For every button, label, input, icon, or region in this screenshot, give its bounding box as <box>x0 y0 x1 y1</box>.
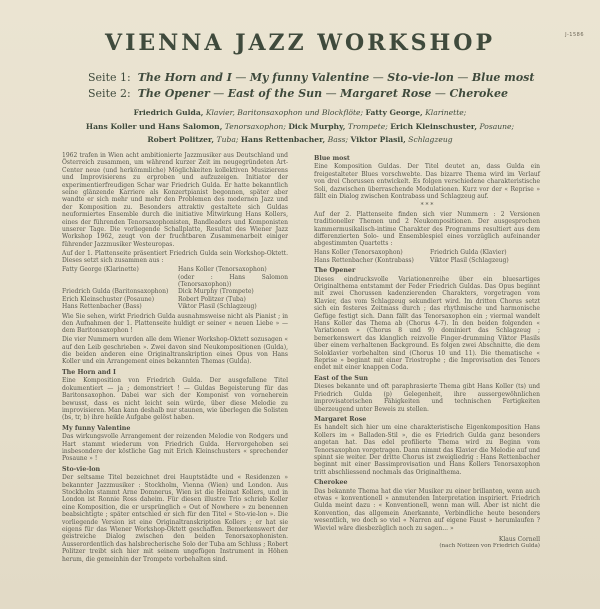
lineup-entry: Fatty George (Klarinette) <box>62 266 139 274</box>
track: The Opener <box>137 87 210 100</box>
liner-notes-right-column <box>314 152 540 551</box>
catalog-number: J-1586 <box>565 32 584 38</box>
author-signature: Klaus Cornell <box>498 536 540 543</box>
musician-role: Bass; <box>327 135 349 144</box>
lineup-side-2 <box>314 249 540 264</box>
lineup-entry: Hans Rettenbacher (Bass) <box>62 303 142 311</box>
section-heading: The Horn and I <box>62 368 116 376</box>
musician-role: Klavier, Baritonsaxophon und Blockflöte; <box>205 108 364 117</box>
paragraph: Dieses bekannte und oft paraphrasierte Thema gibt Hans Koller (ts) und Friedrich Gulda (p) Gelegenheit, ihre aussergewöhnlichen improvisatorischen Fähigkeiten und technischen Fertigkeiten überzeugend unter Beweis zu stellen. <box>314 383 540 413</box>
musician-name: Friedrich Gulda, <box>133 108 204 117</box>
paragraph: Das wirkungsvolle Arrangement der reizenden Melodie von Rodgers und Hart stammt wiederum von Friedrich Gulda. Hervorgehoben sei insbesondere der köstliche Gag mit Erich Kleinschusters « sprechender Posaune » ! <box>62 433 288 463</box>
musician-name: Fatty George, <box>365 108 423 117</box>
track: Cherokee <box>449 87 508 100</box>
section-divider: * * * <box>420 201 434 209</box>
lineup-entry: Hans Koller (Tenorsaxophon) <box>314 249 403 257</box>
lineup-entry: Viktor Plasil (Schlagzeug) <box>430 256 509 264</box>
track: My funny Valentine <box>249 71 370 84</box>
personnel-credits <box>40 106 560 147</box>
musician-name: Robert Politzer, <box>147 135 215 144</box>
musician-role: Tenorsaxophon; <box>224 121 286 131</box>
track: The Horn and I <box>137 71 232 84</box>
paragraph: 1962 trafen in Wien acht ambitionierte Jazzmusiker aus Deutschland und Österreich zusammen, um während kurzer Zeit im neugegründeten Art-Center neue (und herkömmliche) Möglichkeiten kollektiven Musizierens und Improvisierens zu erproben und aufzuzeigen. Initiator der experimentierfreudigen Schar war Friedrich Gulda. Er hatte bekanntlich seine glänzende Karriere als Konzertpianist begonnen, später aber wandte er sich mehr und mehr den Problemen des modernen Jazz und der Komposition zu. Besonders attraktiv gestaltete sich Guldas neuformiertes Ensemble durch die initiative Mitwirkung Hans Kollers, eines der führenden Tenorsaxophonisten, Bandleaders und Komponisten unserer Tage. Die vorliegende Schallplatte, Resultat des Wiener Jazz Workshop 1962, zeugt von der fruchtbaren Zusammenarbeit einiger führender Jazzmusiker Westeuropas. <box>62 152 288 248</box>
side-1-row: Seite 1: The Horn and I — My funny Valentine — Sto-vie-lon — Blue most <box>88 71 535 84</box>
album-title: VIENNA JAZZ WORKSHOP <box>105 30 495 56</box>
paragraph: Der seltsame Titel bezeichnet drei Hauptstädte und « Residenzen » bekannter Jazzmusiker : Stockholm, Vienna (Wien) und London. Aus Stockholm stammt Arne Domnerus, Wien ist die Heimat Kollers, und in London ist Ronnie Ross daheim. Für diesen illustre Trio schrieb Koller eine Komposition, die er ursprünglich « Out of Nowhere » zu benennen beabsichtigte ; später entschied er sich für den Titel « Sto-vie-lon ». Die vorliegende Version ist eine Originaltranskription Kollers ; er hat sie eigens für das Wiener Workshop-Oktett geschaffen. Bemerkenswert der geistreiche Dialog zwischen den beiden Tenorsaxophonisten. Ausserordentlich das halsbrecherische Solo der Tuba am Schluss ; Robert Politzer treibt sich hier mit seinem ungefügen Instrument in Höhen herum, die gemeinhin der Trompete vorbehalten sind. <box>62 474 288 563</box>
musician-role: Posaune; <box>479 121 515 131</box>
section-heading: My funny Valentine <box>62 424 131 432</box>
paragraph: Auf der 1. Plattenseite präsentiert Friedrich Gulda sein Workshop-Oktett. Dieses setzt sich zusammen aus : <box>62 249 288 265</box>
lineup-entry: Dick Murphy (Trompete) <box>178 288 254 296</box>
track: Blue most <box>471 71 535 84</box>
section-heading: East of the Sun <box>314 374 369 382</box>
lineup-entry: (oder : Hans Salomon (Tenorsaxophon)) <box>178 273 288 288</box>
lineup-entry: Hans Rettenbacher (Kontrabass) <box>314 256 414 264</box>
side-2-row: Seite 2: The Opener — East of the Sun — Margaret Rose — Cherokee <box>88 87 508 100</box>
side-2-label: Seite 2: <box>88 87 131 100</box>
section-heading: Sto-vie-lon <box>62 465 101 473</box>
musician-name: Hans Koller und Hans Salomon, <box>85 121 223 131</box>
lineup-entry <box>62 274 172 289</box>
musician-role: Klarinette; <box>425 108 467 117</box>
paragraph: Das bekannte Thema hat die vier Musiker zu einer brillanten, wenn auch etwas « konventionell » anmutenden Interpretation inspiriert. Friedrich Gulda meint dazu : « Konventionell, wenn man will. Aber ist nicht die Konvention, das allgemein Anerkannte, Verbindliche heute besonders wesentlich, wo doch so viel « Narren auf eigene Faust » herumlaufen ? Wieviel wäre diesbezüglich noch zu sagen... » <box>314 487 540 532</box>
musician-name: Erich Kleinschuster, <box>390 121 478 131</box>
paragraph: Auf der 2. Plattenseite finden sich vier Nummern : 2 Versionen traditioneller Themen und 2 Neukompositionen. Der ausgesprochen kammermusikalisch-intime Charakter des Programms resultiert aus dem differenzierten Solo- und Ensemblespiel eines vorzüglich aufeinander abgestimmten Quartetts : <box>314 210 540 248</box>
paragraph: Die vier Nummern wurden alle dem Wiener Workshop-Oktett sozusagen « auf den Leib geschrieben ». Zwei davon sind Neukompositionen (Gulda), die beiden anderen eine Originaltranskription eines Opus von Hans Koller und ein Arrangement eines bekannten Themas (Gulda). <box>62 336 288 366</box>
musician-name: Dick Murphy, <box>288 121 346 131</box>
musician-role: Schlagzeug <box>408 135 453 144</box>
musician-name: Viktor Plasil, <box>350 135 406 144</box>
liner-notes-left-column <box>62 152 288 565</box>
lineup-entry: Friedrich Gulda (Baritonsaxophon) <box>62 288 169 296</box>
side-1-label: Seite 1: <box>88 71 131 84</box>
track: East of the Sun <box>227 87 323 100</box>
paragraph: Dieses eindrucksvolle Variationenreihe über ein bluesartiges Originalthema entstammt der Feder Friedrich Guldas. Das Opus beginnt mit zwei Chorussen kadenzierenden Charakters, vorgetragen vom Klavier, das vom Schlagzeug sekundiert wird. Im dritten Chorus setzt sich ein festeres Zeitmass durch ; das rhythmische und harmonische Gefüge festigt sich. Dann fällt das Tenorsaxophon ein ; viermal wandelt Hans Koller das Thema ab (Chorus 4-7). In den beiden folgenden « Variationen » (Chorus 8 und 9) dominiert das Schlagzeug ; bemerkenswert das klanglich reizvolle Finger-drumming Viktor Plasils über einem verhaltenen Background. Es folgen zwei Abschnitte, die dem Soloklavier vorbehalten sind (Chorus 10 und 11). Die thematische « Reprise » beginnt mit einer Triostrophe ; die Improvisation des Tenors endet mit einer knappen Coda. <box>314 275 540 372</box>
lineup-entry: Erich Kleinschuster (Posaune) <box>62 295 155 303</box>
musician-role: Trompete; <box>347 121 388 131</box>
tracklist <box>88 70 558 102</box>
section-heading: Blue most <box>314 155 350 162</box>
lineup-entry: Viktor Plasil (Schlagzeug) <box>178 303 257 311</box>
lineup-entry: Friedrich Gulda (Klavier) <box>430 249 507 257</box>
musician-role: Tuba; <box>216 135 239 144</box>
paragraph: Eine Komposition von Friedrich Gulda. Der ausgefallene Titel dokumentiert — ja ; demonstriert ! — Guldas Begeisterung für das Baritonsaxophon. Dabei war sich der Komponist von vorneherein bewusst, dass es nicht leicht sein würde, über diese Melodie zu improvisieren. Man kann deshalb nur staunen, wie überlegen die Solisten (bs, tr, b) ihre heikle Aufgabe gelöst haben. <box>62 377 288 422</box>
lineup-side-1 <box>62 266 288 310</box>
author-note: (nach Notizen von Friedrich Gulda) <box>439 543 540 550</box>
musician-name: Hans Rettenbacher, <box>240 135 326 144</box>
credits-line <box>40 133 560 147</box>
lineup-entry: Hans Koller (Tenorsaxophon) <box>178 266 267 274</box>
section-heading: Cherokee <box>314 479 348 487</box>
section-heading: The Opener <box>314 267 356 275</box>
track: Sto-vie-lon <box>387 71 454 84</box>
lineup-entry: Robert Politzer (Tuba) <box>178 295 246 303</box>
paragraph: Eine Komposition Guldas. Der Titel deutet an, dass Gulda ein freigestalteter Blues vorschwebte. Das bizarre Thema wird im Verlauf von drei Chorussen entwickelt. Es folgen verschiedene charakteristische Soli, dazwischen überraschende Modulationen. Kurz vor der « Reprise » fällt ein Dialog zwischen Kontrabass und Schlagzeug auf. <box>314 163 540 201</box>
paragraph: Es handelt sich hier um eine charakteristische Eigenkomposition Hans Kollers im « Balladen-Stil », die es Friedrich Gulda ganz besonders angetan hat. Das edel profilierte Thema wird zu Beginn vom Tenorsaxophon vorgetragen. Dann nimmt das Klavier die Melodie auf und spinnt sie weiter. Der dritte Chorus ist zweigliedrig : Hans Rettenbacher beginnt mit einer Bassimprovisation und Hans Kollers Tenorsaxophon tritt abschliessend nochmals das Originalthema. <box>314 424 540 476</box>
credits-line <box>40 106 560 120</box>
track: Margaret Rose <box>340 87 432 100</box>
paragraph: Wie Sie sehen, wirkt Friedrich Gulda ausnahmsweise nicht als Pianist ; in den Aufnahmen der 1. Plattenseite huldigt er seiner « neuen Liebe » — dem Baritonsaxophon ! <box>62 312 288 335</box>
credits-line <box>40 120 560 134</box>
section-heading: Margaret Rose <box>314 415 367 423</box>
